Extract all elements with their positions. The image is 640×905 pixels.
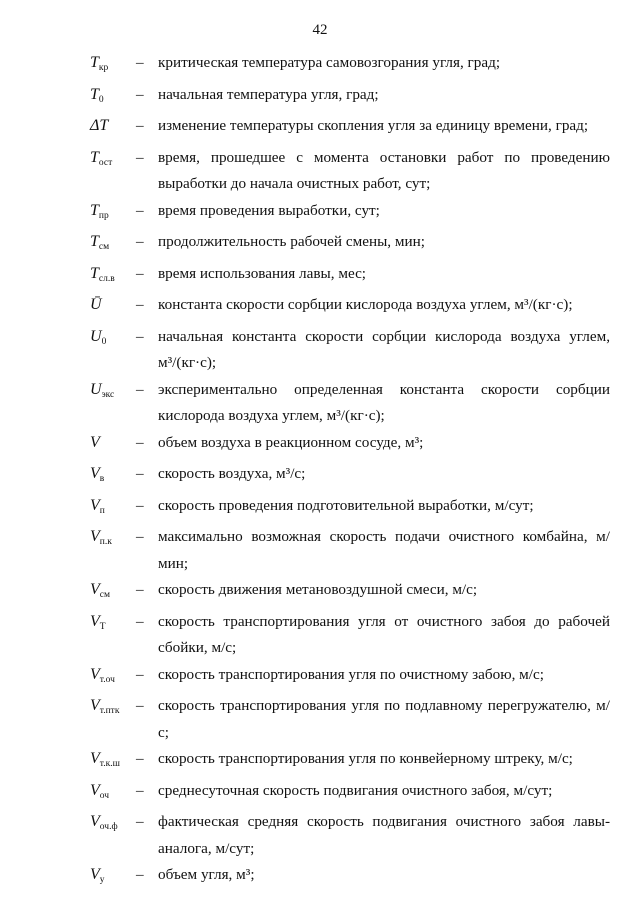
definition: изменение температуры скопления угля за единицу времени, град; [158, 117, 589, 134]
symbol-subscript: 0 [98, 94, 104, 105]
definition: экспериментально определенная константа скорости сорбции кислорода воздуха углем, м³/(кг·с); [158, 380, 610, 424]
dash: – [136, 380, 144, 398]
definition: скорость транспортирования угля по подлавному перегружателю, м/с; [158, 697, 610, 741]
dash: – [136, 85, 144, 103]
glossary-entry [0, 113, 640, 145]
glossary-entry [0, 198, 640, 230]
glossary-entry [0, 292, 640, 324]
definition: начальная температура угля, град; [158, 85, 379, 103]
glossary-entry [0, 693, 640, 746]
definition: критическая температура самовозгорания угля, град; [158, 54, 501, 71]
symbol-glossary [0, 50, 640, 894]
definition: скорость транспортирования угля по конвейерному штреку, м/с; [158, 750, 573, 767]
glossary-entry [0, 229, 640, 261]
definition: начальная константа скорости сорбции кислорода воздуха углем, м³/(кг·с); [158, 327, 610, 371]
dash: – [136, 201, 144, 219]
definition: время проведения выработки, сут; [158, 201, 380, 219]
dash: – [136, 781, 144, 799]
dash: – [136, 233, 144, 250]
page-number: 42 [312, 22, 328, 38]
definition: время, прошедшее с момента остановки работ по проведению выработки до начала очистных работ, сут; [158, 148, 610, 192]
definition: константа скорости сорбции кислорода воздуха углем, м³/(кг·с); [158, 296, 573, 313]
definition: скорость проведения подготовительной выработки, м/сут; [158, 496, 534, 514]
glossary-entry [0, 461, 640, 493]
definition: скорость транспортирования угля от очистного забоя до рабочей сбойки, м/с; [158, 612, 610, 656]
glossary-entry [0, 430, 640, 462]
symbol-subscript: т.оч [99, 674, 115, 685]
glossary-entry [0, 746, 640, 778]
symbol-base: U [90, 380, 102, 398]
symbol-subscript: у [99, 875, 105, 885]
dash: – [136, 528, 144, 545]
definition: объем воздуха в реакционном сосуде, м³; [158, 433, 424, 451]
symbol-subscript: сл.в [98, 273, 115, 284]
symbol-base: T [90, 233, 99, 250]
definition: среднесуточная скорость подвигания очистного забоя, м/сут; [158, 781, 553, 799]
symbol-subscript: оч.ф [99, 822, 118, 832]
dash: – [136, 612, 144, 630]
dash: – [136, 327, 144, 345]
glossary-entry [0, 377, 640, 430]
glossary-entry [0, 261, 640, 293]
symbol-base: T [90, 148, 99, 166]
dash: – [136, 581, 144, 598]
symbol-subscript: п.к [99, 537, 112, 547]
symbol-subscript: кр [98, 63, 109, 73]
dash: – [136, 54, 144, 71]
glossary-entry [0, 609, 640, 662]
symbol-base: T [90, 85, 99, 103]
symbol-subscript: в [99, 474, 105, 484]
symbol-base: V [90, 697, 100, 714]
glossary-entry [0, 82, 640, 114]
definition: скорость транспортирования угля по очистному забою, м/с; [158, 665, 544, 683]
glossary-entry [0, 577, 640, 609]
glossary-entry [0, 493, 640, 525]
symbol-base: U [90, 327, 102, 345]
definition: фактическая средняя скорость подвигания очистного забоя лавы-аналога, м/сут; [158, 813, 610, 857]
dash: – [136, 264, 144, 282]
dash: – [136, 148, 144, 166]
glossary-entry [0, 50, 640, 82]
dash: – [136, 117, 144, 134]
symbol-base: T [90, 54, 99, 71]
definition: время использования лавы, мес; [158, 264, 367, 282]
symbol-subscript: экс [101, 389, 115, 400]
definition: объем угля, м³; [158, 866, 255, 883]
symbol-subscript: пр [98, 210, 109, 221]
symbol-base: T [90, 201, 99, 219]
dash: – [136, 465, 144, 482]
symbol-subscript: ост [98, 157, 113, 168]
symbol-base: V [90, 781, 100, 799]
dash: – [136, 433, 144, 451]
glossary-entry [0, 862, 640, 894]
glossary-entry [0, 145, 640, 198]
symbol-subscript: см [98, 242, 110, 252]
dash: – [136, 866, 144, 883]
definition: скорость движения метановоздушной смеси, м/с; [158, 581, 478, 598]
glossary-entry [0, 662, 640, 694]
dash: – [136, 296, 144, 313]
dash: – [136, 750, 144, 767]
definition: максимально возможная скорость подачи очистного комбайна, м/мин; [158, 528, 610, 572]
symbol-base: V [90, 612, 100, 630]
dash: – [136, 665, 144, 683]
symbol-base: V [90, 750, 100, 767]
symbol-subscript: оч [99, 790, 110, 801]
symbol-subscript: т.к.ш [99, 759, 120, 769]
symbol-base: V [90, 496, 100, 514]
symbol-base: V [90, 528, 100, 545]
dash: – [136, 813, 144, 830]
dash: – [136, 697, 144, 714]
symbol-subscript: T [99, 621, 106, 632]
symbol-base: V [90, 813, 100, 830]
symbol-base: Ū [90, 296, 102, 313]
symbol-base: V [90, 465, 100, 482]
symbol-base: V [90, 866, 100, 883]
definition: скорость воздуха, м³/с; [158, 465, 306, 482]
glossary-entry [0, 778, 640, 810]
dash: – [136, 496, 144, 514]
symbol-base: ΔT [90, 117, 109, 134]
symbol-subscript: п [99, 505, 105, 516]
symbol-subscript: 0 [101, 336, 107, 347]
symbol-subscript: см [99, 590, 111, 600]
glossary-entry [0, 524, 640, 577]
definition: продолжительность рабочей смены, мин; [158, 233, 425, 250]
symbol-base: V [90, 581, 100, 598]
glossary-entry [0, 809, 640, 862]
glossary-entry [0, 324, 640, 377]
symbol-base: T [90, 264, 99, 282]
symbol-subscript: т.птк [99, 706, 120, 716]
symbol-base: V [90, 665, 100, 683]
symbol-base: V [90, 433, 100, 451]
